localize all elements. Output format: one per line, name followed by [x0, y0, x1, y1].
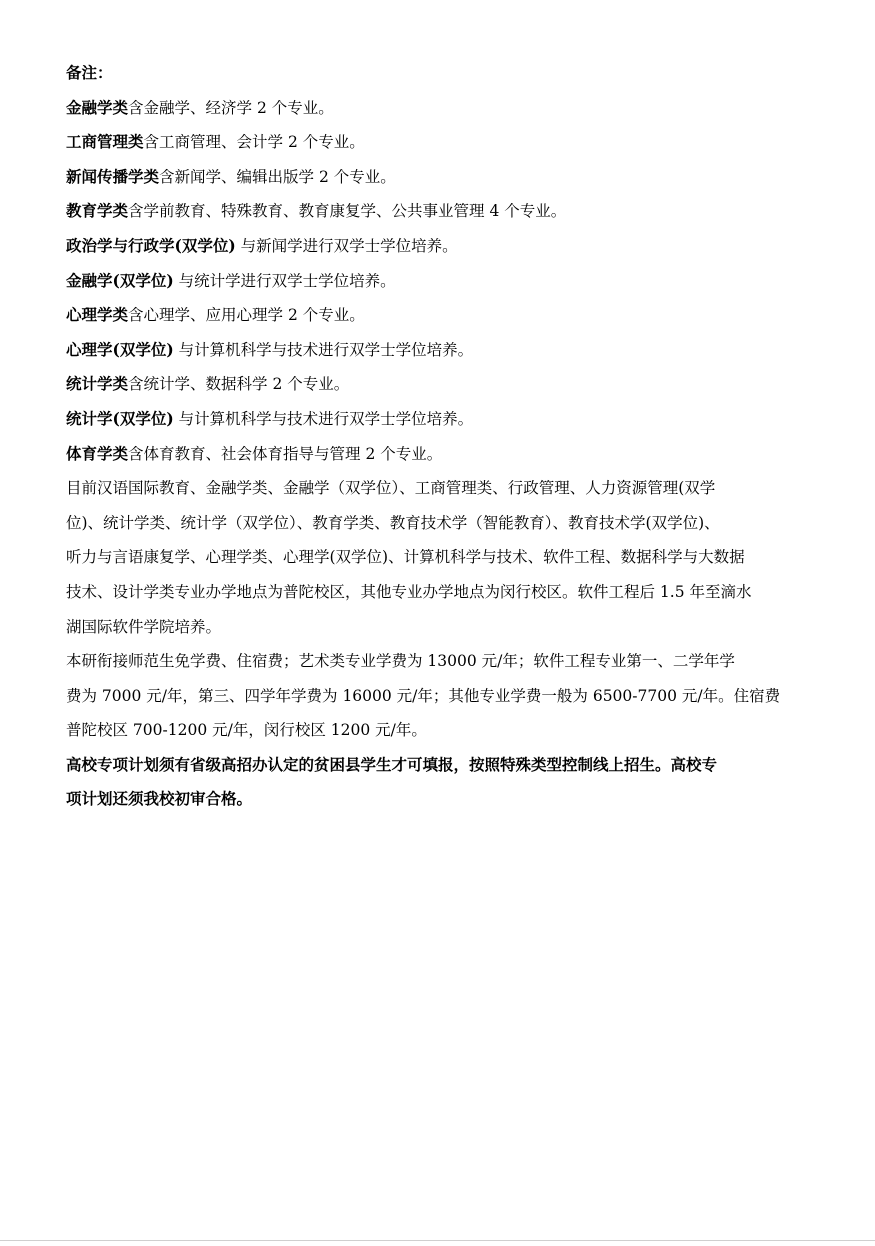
- remark-item: [66, 402, 826, 437]
- remark-term: 金融学类: [66, 97, 129, 117]
- remark-term: 政治学与行政学(双学位): [66, 235, 236, 255]
- remark-term: 心理学(双学位): [66, 339, 174, 359]
- remark-text: 与计算机科学与技术进行双学士学位培养。: [173, 340, 474, 359]
- document-content: [66, 56, 826, 817]
- remark-term: 统计学(双学位): [66, 408, 174, 428]
- remark-term: 教育学类: [66, 201, 129, 221]
- remark-item: [66, 264, 826, 299]
- paragraph-line: 项计划还须我校初审合格。: [66, 789, 253, 809]
- remark-text: 含工商管理、会计学 2 个专业。: [143, 133, 365, 152]
- remark-term: 工商管理类: [66, 132, 144, 152]
- campus-paragraph: [66, 471, 826, 644]
- remark-text: 与新闻学进行双学士学位培养。: [235, 236, 458, 255]
- fees-paragraph: [66, 644, 826, 748]
- paragraph-line: 湖国际软件学院培养。: [66, 617, 222, 636]
- remarks-heading: 备注：: [66, 63, 113, 82]
- remark-term: 金融学(双学位): [66, 270, 174, 290]
- paragraph-line: 高校专项计划须有省级高招办认定的贫困县学生才可填报，按照特殊类型控制线上招生。高校专: [66, 754, 718, 774]
- page-bottom-divider: [0, 1240, 875, 1241]
- remark-text: 与统计学进行双学士学位培养。: [173, 271, 396, 290]
- remark-term: 新闻传播学类: [66, 166, 160, 186]
- remark-text: 含金融学、经济学 2 个专业。: [128, 98, 334, 117]
- remark-text: 含学前教育、特殊教育、教育康复学、公共事业管理 4 个专业。: [128, 202, 567, 221]
- remark-item: [66, 437, 826, 472]
- remark-term: 心理学类: [66, 305, 129, 325]
- remark-term: 体育学类: [66, 443, 129, 463]
- paragraph-line: 目前汉语国际教育、金融学类、金融学（双学位）、工商管理类、行政管理、人力资源管理(双学: [66, 479, 716, 498]
- paragraph-line: 技术、设计学类专业办学地点为普陀校区，其他专业办学地点为闵行校区。软件工程后 1.5 年至滴水: [66, 582, 752, 601]
- remark-item: [66, 160, 826, 195]
- remark-text: 与计算机科学与技术进行双学士学位培养。: [173, 409, 474, 428]
- remark-text: 含体育教育、社会体育指导与管理 2 个专业。: [128, 444, 443, 463]
- remark-item: [66, 333, 826, 368]
- special-plan-paragraph: [66, 748, 826, 817]
- remark-item: [66, 125, 826, 160]
- remark-item: [66, 367, 826, 402]
- remark-item: [66, 298, 826, 333]
- remark-text: 含统计学、数据科学 2 个专业。: [128, 375, 350, 394]
- paragraph-line: 费为 7000 元/年，第三、四学年学费为 16000 元/年；其他专业学费一般为 6500-7700 元/年。住宿费: [66, 686, 781, 705]
- remark-term: 统计学类: [66, 374, 129, 394]
- remark-text: 含心理学、应用心理学 2 个专业。: [128, 306, 365, 325]
- remark-item: [66, 91, 826, 126]
- paragraph-line: 位)、统计学类、统计学（双学位）、教育学类、教育技术学（智能教育）、教育技术学(双学位)、: [66, 513, 720, 532]
- remark-text: 含新闻学、编辑出版学 2 个专业。: [159, 167, 396, 186]
- remark-item: [66, 229, 826, 264]
- remark-item: [66, 194, 826, 229]
- paragraph-line: 本研衔接师范生免学费、住宿费；艺术类专业学费为 13000 元/年；软件工程专业第一、二学年学: [66, 652, 735, 671]
- paragraph-line: 普陀校区 700-1200 元/年，闵行校区 1200 元/年。: [66, 721, 427, 740]
- paragraph-line: 听力与言语康复学、心理学类、心理学(双学位)、计算机科学与技术、软件工程、数据科学与大数据: [66, 548, 745, 567]
